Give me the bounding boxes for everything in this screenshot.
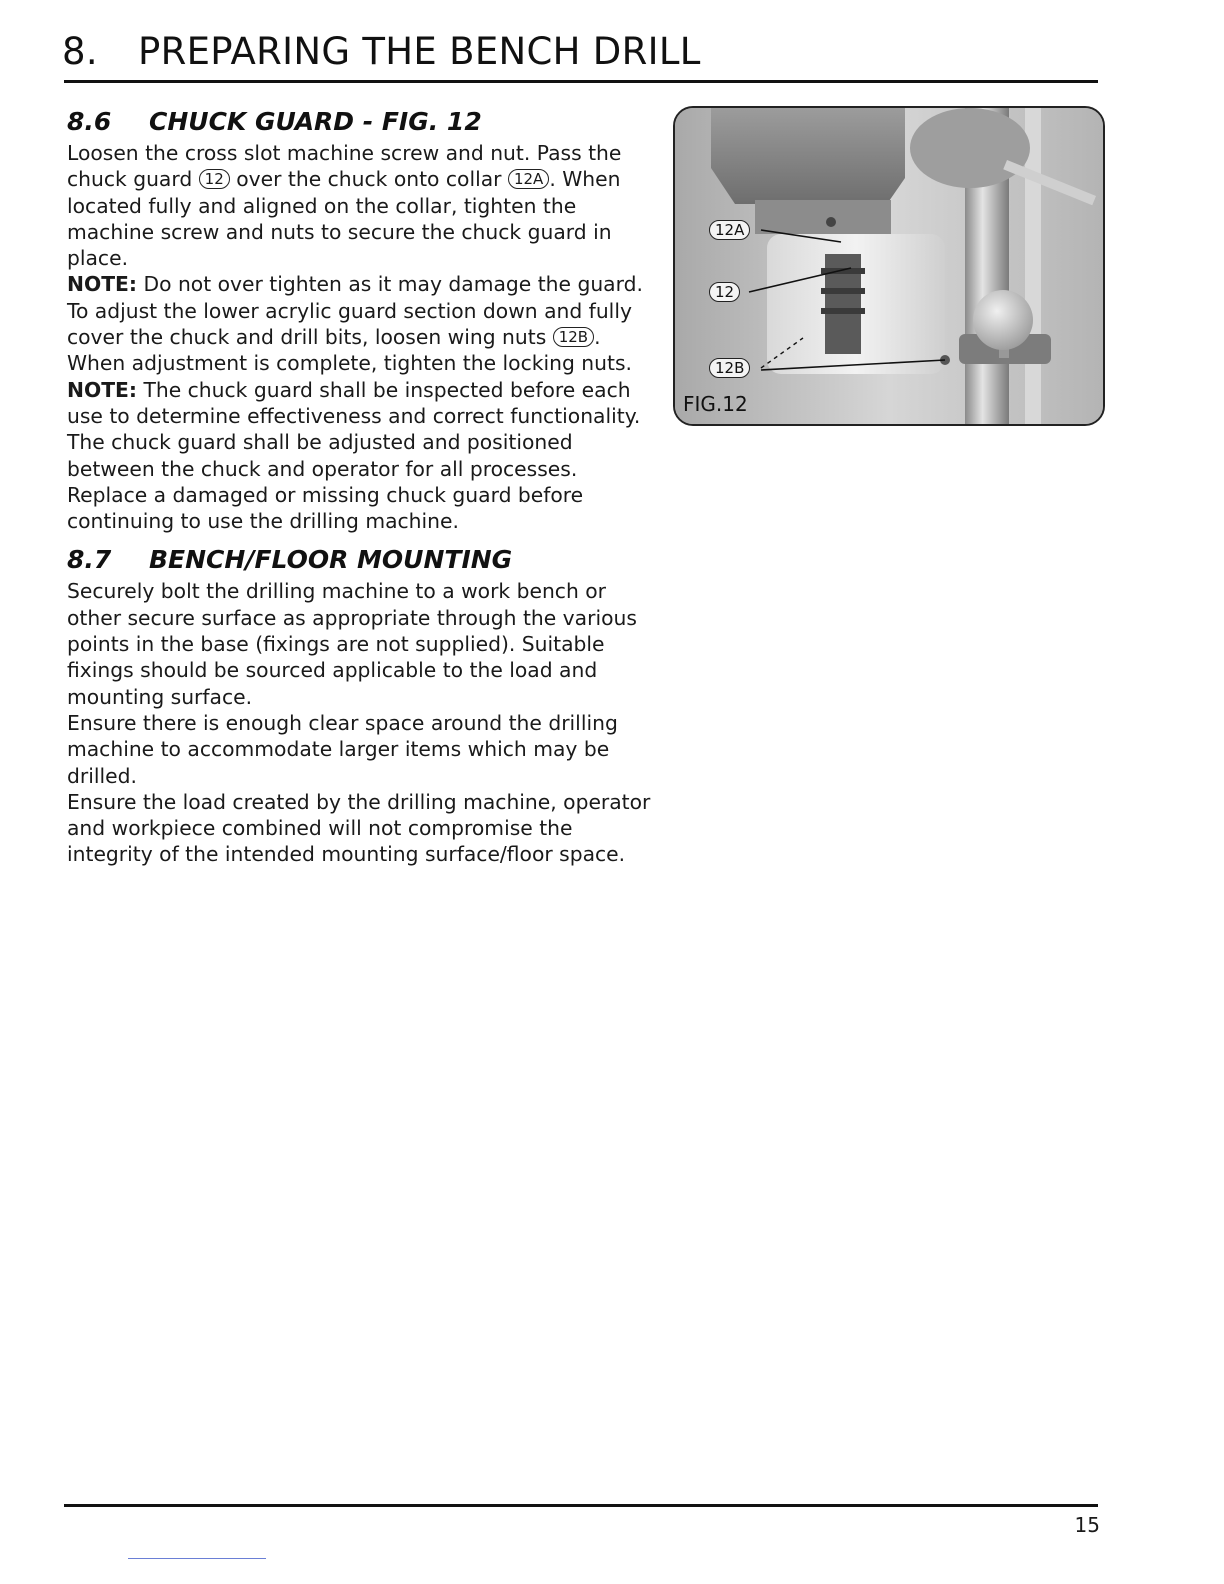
p1-part-b: over the chuck onto collar: [236, 167, 502, 192]
chuck-ring: [821, 308, 865, 314]
section-8-6-paragraph-4: The chuck guard shall be adjusted and positioned between the chuck and operator for all processes.: [67, 430, 578, 481]
section-8-7-number: 8.7: [67, 545, 112, 575]
p2-part-b: .: [594, 325, 601, 350]
chapter-title: [62, 28, 1100, 76]
note-text: The chuck guard shall be inspected before each use to determine effectiveness and correct functionality.: [67, 377, 641, 428]
section-8-7-paragraph-1: Securely bolt the drilling machine to a work bench or other secure surface as appropriate through the various points in the base (fixings are not supplied). Suitable fixings should be sourced applicable to the load and mounting surface.: [67, 579, 637, 709]
section-8-6-title: CHUCK GUARD - FIG. 12: [149, 107, 482, 136]
header-rule: [64, 80, 1098, 83]
page-number: 15: [1074, 1513, 1100, 1537]
callout-12: 12: [199, 169, 230, 189]
section-8-7-heading: [67, 542, 657, 578]
section-8-6-paragraph-1: [67, 140, 657, 271]
chapter-number: 8.: [62, 30, 98, 73]
figure-callout-12: 12: [709, 282, 740, 302]
figure-12: [673, 106, 1105, 426]
chuck-ring: [821, 288, 865, 294]
p1-part-a: Loosen the cross slot machine screw and nut. Pass the chuck guard: [67, 141, 622, 192]
section-8-6-note-2: [67, 377, 657, 430]
callout-12b: 12B: [553, 327, 594, 347]
lever-knob: [973, 290, 1033, 350]
section-8-6-paragraph-3: When adjustment is complete, tighten the locking nuts.: [67, 351, 632, 376]
section-8-6-note-1: [67, 271, 657, 297]
drill-head: [711, 108, 905, 204]
p1-part-c: . When located fully and aligned on the collar, tighten the machine screw and nuts to secure the chuck guard in place.: [67, 167, 621, 271]
note-label: NOTE:: [67, 377, 138, 402]
section-8-6-number: 8.6: [67, 107, 112, 136]
machine-screw: [826, 217, 836, 227]
figure-callout-12a: 12A: [709, 220, 750, 240]
footer-mark: [128, 1558, 266, 1559]
section-8-7-paragraph-3: Ensure the load created by the drilling machine, operator and workpiece combined will not compromise the integrity of the intended mounting surface/floor space.: [67, 789, 651, 867]
note-text: Do not over tighten as it may damage the guard.: [143, 272, 643, 297]
figure-callout-12b: 12B: [709, 358, 750, 378]
spindle-housing: [910, 108, 1030, 188]
collar: [755, 200, 891, 234]
p2-part-a: To adjust the lower acrylic guard section down and fully cover the chuck and drill bits, loosen wing nuts: [67, 298, 632, 350]
section-8-6-heading: [67, 104, 657, 140]
note-label: NOTE:: [67, 272, 138, 297]
figure-label: FIG.12: [683, 392, 748, 416]
chapter-title-text: PREPARING THE BENCH DRILL: [138, 30, 701, 73]
callout-12a: 12A: [508, 169, 549, 189]
text-column: [67, 104, 657, 868]
section-8-7-paragraph-2: Ensure there is enough clear space around the drilling machine to accommodate larger items which may be drilled.: [67, 710, 618, 788]
section-8-7-title: BENCH/FLOOR MOUNTING: [149, 545, 513, 575]
section-8-6-paragraph-2: [67, 298, 657, 351]
footer-rule: [64, 1504, 1098, 1507]
section-8-6-paragraph-5: Replace a damaged or missing chuck guard before continuing to use the drilling machine.: [67, 482, 584, 534]
